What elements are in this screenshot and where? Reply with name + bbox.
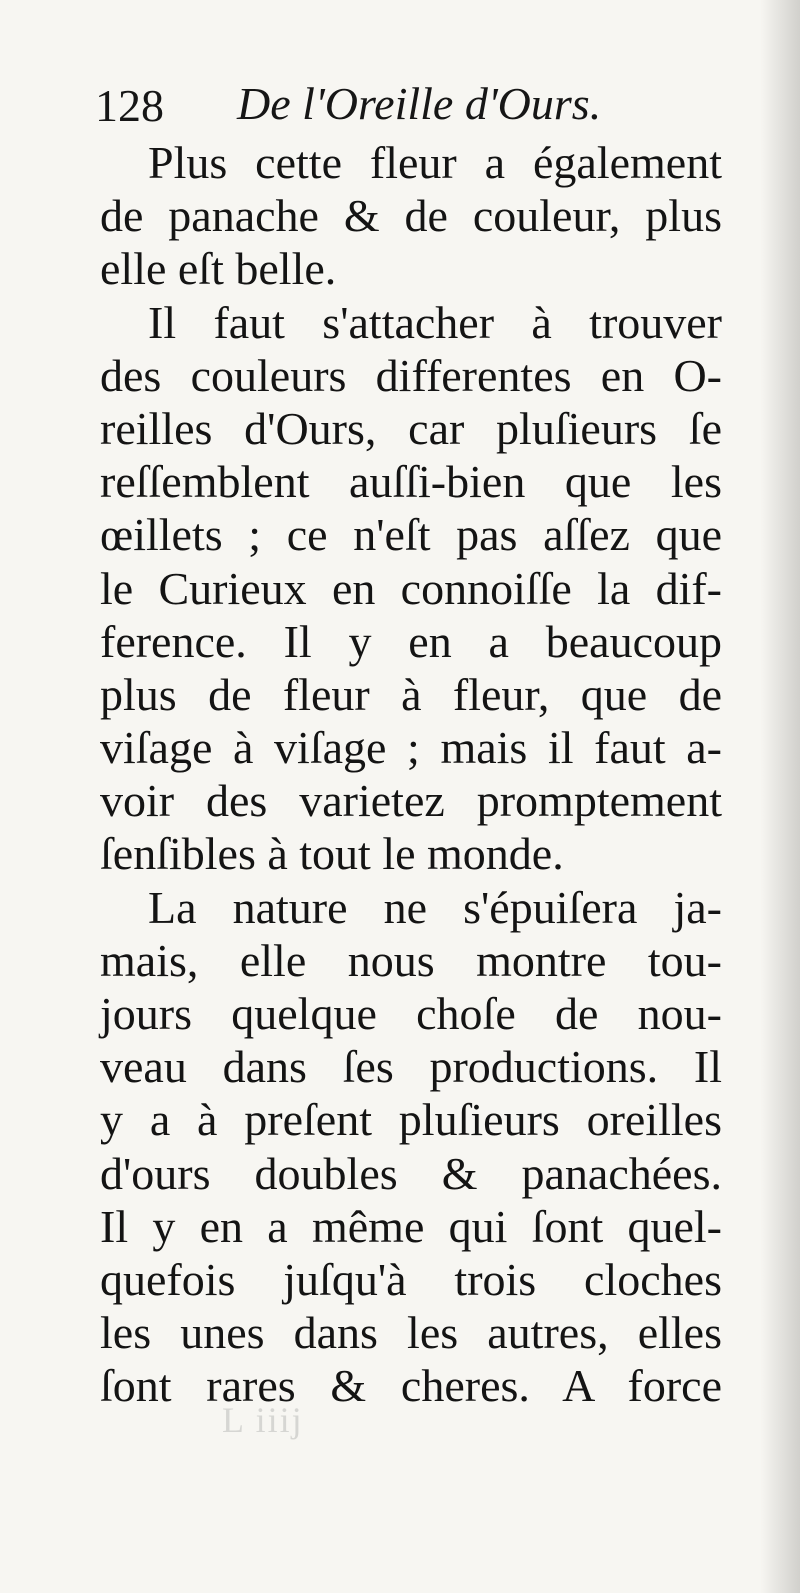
text-line: viſage à viſage ; mais il faut a- — [100, 722, 722, 774]
page-header — [95, 74, 715, 134]
text-line: Il y en a même qui ſont quel- — [100, 1200, 722, 1252]
text-line: plus de fleur à fleur, que de — [100, 668, 722, 720]
text-line: d'ours doubles & panachées. — [100, 1147, 722, 1199]
running-title: De l'Oreille d'Ours. — [237, 78, 602, 129]
text-line: mais, elle nous montre tou- — [100, 934, 722, 986]
text-line: La nature ne s'épuiſera ja- — [148, 881, 722, 933]
text-line: ſont rares & cheres. A force — [100, 1360, 722, 1412]
text-line: reilles d'Ours, car pluſieurs ſe — [100, 402, 722, 454]
text-line: elle eſt belle. — [100, 243, 337, 295]
text-line: quefois juſqu'à trois cloches — [100, 1253, 722, 1305]
text-line: des couleurs differentes en O- — [100, 349, 722, 401]
signature-mark: L iiij — [222, 1400, 304, 1440]
text-line: reſſemblent auſſi-bien que les — [100, 456, 722, 508]
text-line: voir des varietez promptement — [100, 775, 722, 827]
page-number: 128 — [95, 80, 164, 131]
text-line: veau dans ſes productions. Il — [100, 1041, 722, 1093]
text-line: le Curieux en connoiſſe la dif- — [100, 562, 722, 614]
text-line: les unes dans les autres, elles — [100, 1307, 722, 1359]
text-line: ference. Il y en a beaucoup — [100, 615, 722, 667]
text-line: de panache & de couleur, plus — [100, 190, 722, 242]
body-text — [100, 136, 722, 1413]
text-line: Il faut s'attacher à trouver — [148, 296, 722, 348]
text-line: ſenſibles à tout le monde. — [100, 828, 564, 880]
text-line: Plus cette fleur a également — [148, 137, 722, 188]
text-line: œillets ; ce n'eſt pas aſſez que — [100, 509, 722, 561]
text-line: y a à preſent pluſieurs oreilles — [100, 1094, 722, 1146]
text-line: jours quelque choſe de nou- — [100, 988, 722, 1039]
